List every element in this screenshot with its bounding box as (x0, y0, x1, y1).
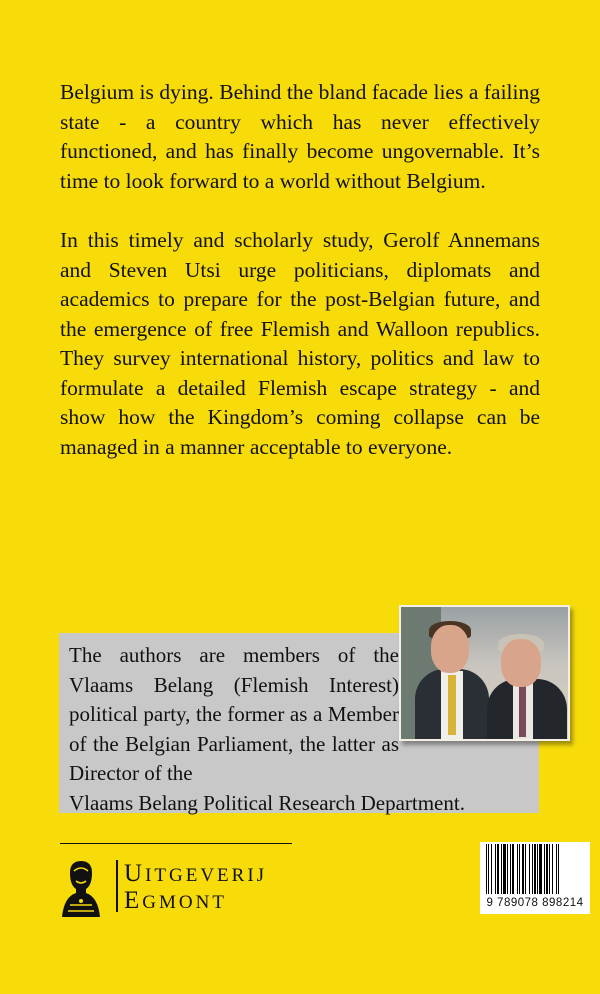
publisher-logo-bar (116, 860, 118, 912)
publisher-name-line1: UITGEVERIJ (124, 860, 268, 887)
isbn-number: 9 789078 898214 (486, 897, 584, 909)
author-bio-text: The authors are members of the Vlaams Belang (Flemish Interest) political party, the former as a Member of the Belgian Parliament, the latter as Director of the (69, 643, 399, 785)
divider-rule (60, 843, 292, 844)
author-bio-text-end: Vlaams Belang Political Research Department. (69, 791, 465, 815)
barcode-bars (482, 844, 588, 896)
publisher-bust-icon (56, 857, 106, 919)
authors-photo (399, 605, 570, 741)
blurb-paragraph-1: Belgium is dying. Behind the bland facade lies a failing state - a country which has never effectively functioned, and has finally become ungovernable. It’s time to look forward to a world without Belgium. (60, 80, 540, 193)
blurb-paragraph-2: In this timely and scholarly study, Gerolf Annemans and Steven Utsi urge politicians, diplomats and academics to prepare for the post-Belgian future, and the emergence of free Flemish and Walloon republics. They survey international history, politics and law to formulate a detailed Flemish escape strategy - and show how the Kingdom’s coming collapse can be managed in a manner acceptable to everyone. (60, 228, 540, 459)
back-cover-blurb (60, 78, 540, 492)
isbn-barcode (480, 842, 590, 914)
publisher-name-line2: EGMONT (124, 887, 227, 914)
